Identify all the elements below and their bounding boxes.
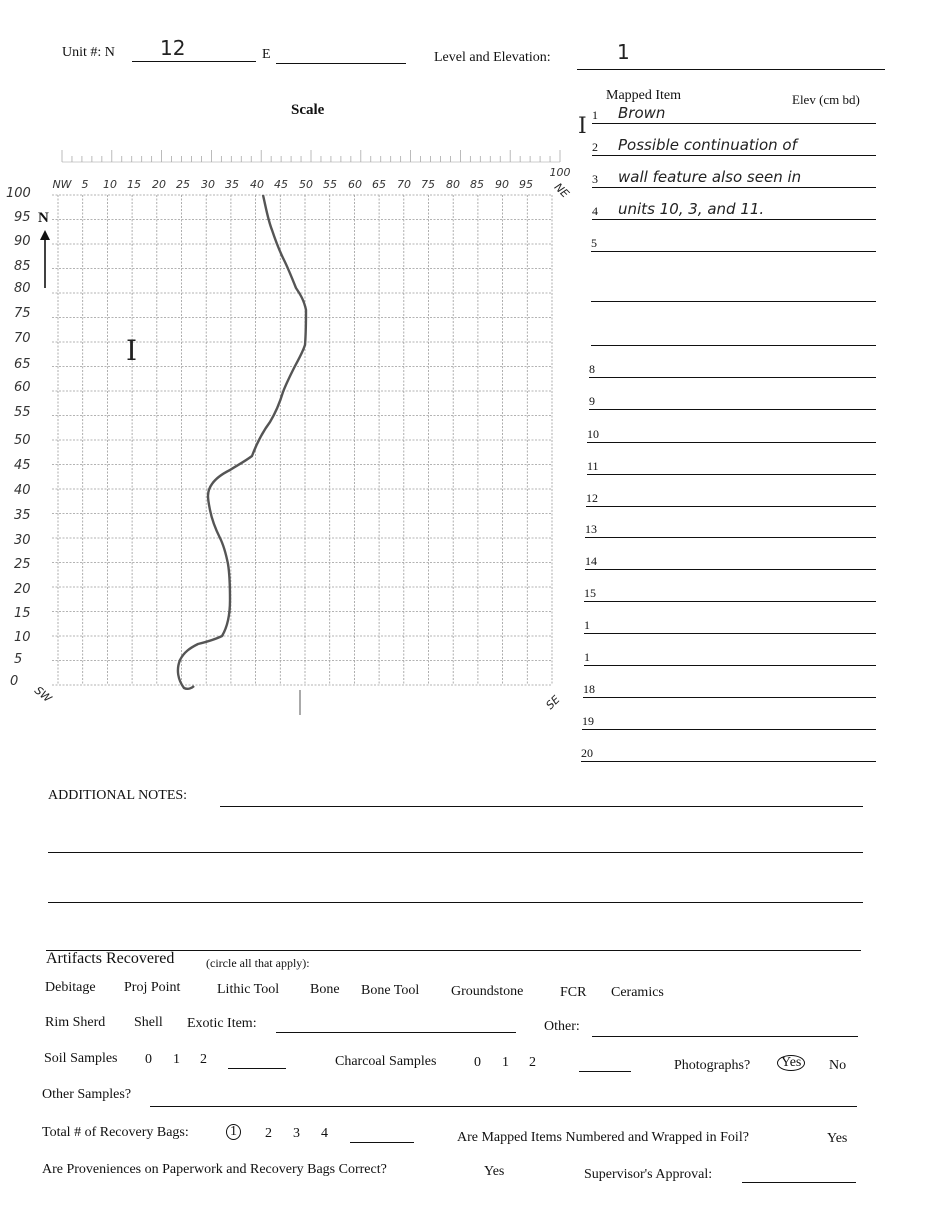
- x-label: 75: [421, 178, 435, 191]
- mapped-feature-mark: I: [578, 114, 587, 139]
- mapped-item-line: [582, 729, 876, 730]
- provenience-question: Are Proveniences on Paperwork and Recovery Bags Correct?: [42, 1162, 387, 1177]
- x-label: 35: [225, 178, 239, 191]
- mapped-item-line: [584, 601, 876, 602]
- mapped-item-number: 12: [586, 491, 598, 505]
- charcoal-opt-2[interactable]: 2: [529, 1055, 536, 1070]
- mapped-item-row[interactable]: [584, 586, 878, 608]
- charcoal-line[interactable]: [579, 1071, 631, 1072]
- supervisor-label: Supervisor's Approval:: [584, 1167, 713, 1182]
- mapped-item-number: 1: [592, 108, 598, 122]
- mapped-item-number: 15: [584, 586, 596, 600]
- mapped-item-row[interactable]: [582, 714, 878, 736]
- bags-label: Total # of Recovery Bags:: [42, 1125, 189, 1140]
- bags-opt-2[interactable]: 2: [265, 1126, 272, 1141]
- notes-line[interactable]: [48, 852, 863, 853]
- y-label: 75: [14, 306, 31, 321]
- notes-line[interactable]: [220, 806, 863, 807]
- mapped-item-line: [589, 409, 876, 410]
- mapped-item-row[interactable]: [591, 330, 878, 352]
- supervisor-line[interactable]: [742, 1182, 856, 1183]
- mapped-item-line: [584, 633, 876, 634]
- y-label: 95: [14, 210, 31, 225]
- mapped-item-line: [586, 506, 876, 507]
- artifacts-subtitle: (circle all that apply):: [206, 956, 310, 970]
- mapped-item-row[interactable]: [591, 286, 878, 308]
- unit-e-label: E: [262, 47, 271, 62]
- x-label: 70: [397, 178, 411, 191]
- artifact-shell[interactable]: Shell: [134, 1015, 163, 1030]
- artifact-rim-sherd[interactable]: Rim Sherd: [45, 1015, 106, 1030]
- mapped-item-row[interactable]: [589, 394, 878, 416]
- y-label: 5: [14, 652, 23, 667]
- mapped-item-row[interactable]: [592, 136, 878, 162]
- y-label: 20: [14, 582, 31, 597]
- exotic-label: Exotic Item:: [187, 1016, 257, 1031]
- mapped-item-number: 3: [592, 172, 598, 186]
- x-label: 95: [519, 178, 533, 191]
- mapped-item-line: [592, 187, 876, 188]
- mapped-item-number: 14: [585, 554, 597, 568]
- other-label: Other:: [544, 1019, 580, 1034]
- mapped-item-row[interactable]: [585, 554, 878, 576]
- mapped-item-line: [592, 219, 876, 220]
- mapped-item-line: [589, 377, 876, 378]
- mapped-item-row[interactable]: [587, 427, 878, 449]
- mapped-item-number: 4: [592, 204, 598, 218]
- artifact-bone-tool[interactable]: Bone Tool: [361, 983, 420, 998]
- mapped-item-row[interactable]: [584, 618, 878, 640]
- x-label: 5: [81, 178, 89, 191]
- y-label: 0: [10, 674, 19, 689]
- mapped-item-number: 19: [582, 714, 594, 728]
- mapped-item-row[interactable]: [585, 522, 878, 544]
- y-label: 60: [14, 380, 31, 395]
- y-label: 30: [14, 533, 31, 548]
- soil-opt-2[interactable]: 2: [200, 1052, 207, 1067]
- x-label: 45: [274, 178, 288, 191]
- level-value: 1: [617, 40, 630, 64]
- photographs-no[interactable]: No: [829, 1058, 847, 1073]
- artifact-bone[interactable]: Bone: [310, 982, 340, 997]
- charcoal-opt-0[interactable]: 0: [474, 1055, 481, 1070]
- y-label: 50: [14, 433, 31, 448]
- north-label: N: [38, 210, 49, 226]
- x-label-nw: NW: [52, 178, 72, 191]
- artifact-debitage[interactable]: Debitage: [45, 980, 96, 995]
- notes-line[interactable]: [48, 902, 863, 903]
- mapped-foil-yes[interactable]: Yes: [827, 1131, 848, 1146]
- feature-label: I: [126, 334, 138, 367]
- corner-sw: SW: [31, 683, 54, 706]
- elev-header: Elev (cm bd): [792, 92, 860, 107]
- mapped-item-row[interactable]: [589, 362, 878, 384]
- scale-label: Scale: [291, 102, 325, 118]
- mapped-item-line: [585, 569, 876, 570]
- corner-se: SE: [543, 692, 563, 713]
- y-label: 40: [14, 483, 31, 498]
- mapped-item-text: Brown: [618, 104, 666, 122]
- mapped-item-line: [587, 474, 876, 475]
- x-label: 20: [152, 178, 166, 191]
- x-label: 30: [201, 178, 215, 191]
- mapped-item-number: 1: [584, 618, 590, 632]
- mapped-item-line: [583, 697, 876, 698]
- level-line[interactable]: [577, 69, 885, 70]
- y-label: 45: [14, 458, 31, 473]
- unit-n-line[interactable]: [132, 61, 256, 62]
- north-arrow-icon: [38, 230, 52, 290]
- mapped-item-row[interactable]: [583, 682, 878, 704]
- bags-opt-3[interactable]: 3: [293, 1126, 300, 1141]
- mapped-foil-question: Are Mapped Items Numbered and Wrapped in Foil?: [457, 1130, 749, 1145]
- x-label: 10: [103, 178, 117, 191]
- mapped-item-line: [592, 123, 876, 124]
- mapped-item-row[interactable]: [581, 746, 878, 768]
- mapped-item-number: 1: [584, 650, 590, 664]
- y-label: 100: [6, 186, 31, 201]
- mapped-item-text: wall feature also seen in: [618, 168, 802, 186]
- level-label: Level and Elevation:: [434, 50, 551, 65]
- mapped-item-line: [591, 251, 876, 252]
- corner-ne: NE: [551, 180, 572, 201]
- y-label: 25: [14, 557, 31, 572]
- y-label: 70: [14, 331, 31, 346]
- y-label: 55: [14, 405, 31, 420]
- mapped-item-row[interactable]: [584, 650, 878, 672]
- other-samples-label: Other Samples?: [42, 1087, 132, 1102]
- mapped-item-line: [581, 761, 876, 762]
- x-label: 65: [372, 178, 386, 191]
- mapped-item-line: [592, 155, 876, 156]
- mapped-item-row[interactable]: [592, 104, 878, 130]
- mapped-item-row[interactable]: [586, 491, 878, 513]
- mapped-item-line: [585, 537, 876, 538]
- artifact-proj-point[interactable]: Proj Point: [124, 980, 181, 995]
- x-label: 55: [323, 178, 337, 191]
- mapped-item-number: 2: [592, 140, 598, 154]
- y-label: 10: [14, 630, 31, 645]
- other-line[interactable]: [592, 1036, 858, 1037]
- mapped-item-row[interactable]: [592, 168, 878, 194]
- mapped-item-text: Possible continuation of: [618, 136, 797, 154]
- x-label: 80: [446, 178, 460, 191]
- x-label: 90: [495, 178, 509, 191]
- artifact-ceramics[interactable]: Ceramics: [611, 985, 664, 1000]
- soil-line[interactable]: [228, 1068, 286, 1069]
- unit-e-line[interactable]: [276, 63, 406, 64]
- x-label: 50: [299, 178, 313, 191]
- x-label: 15: [127, 178, 141, 191]
- x-label: 85: [470, 178, 484, 191]
- mapped-item-header: Mapped Item: [606, 88, 682, 103]
- mapped-item-number: 13: [585, 522, 597, 536]
- x-label: 25: [176, 178, 190, 191]
- artifact-groundstone[interactable]: Groundstone: [451, 984, 524, 999]
- mapped-item-row[interactable]: [592, 200, 878, 226]
- bags-opt-1[interactable]: 1: [226, 1124, 241, 1140]
- y-label: 35: [14, 508, 31, 523]
- other-samples-line[interactable]: [150, 1106, 857, 1107]
- y-label: 85: [14, 259, 31, 274]
- mapped-item-number: 11: [587, 459, 599, 473]
- mapped-item-number: 9: [589, 394, 595, 408]
- mapped-item-number: 8: [589, 362, 595, 376]
- mapped-item-line: [591, 345, 876, 346]
- x-label: 60: [348, 178, 362, 191]
- y-label: 80: [14, 281, 31, 296]
- map-grid: [0, 140, 580, 720]
- artifact-lithic-tool[interactable]: Lithic Tool: [217, 982, 280, 997]
- y-label: 65: [14, 357, 31, 372]
- y-label: 15: [14, 606, 31, 621]
- mapped-item-number: 5: [591, 236, 597, 250]
- provenience-yes[interactable]: Yes: [484, 1164, 505, 1179]
- charcoal-label: Charcoal Samples: [335, 1054, 437, 1069]
- artifact-fcr[interactable]: FCR: [560, 985, 587, 1000]
- photographs-yes[interactable]: Yes: [777, 1055, 805, 1071]
- mapped-item-number: 18: [583, 682, 595, 696]
- bags-opt-4[interactable]: 4: [321, 1126, 328, 1141]
- notes-label: ADDITIONAL NOTES:: [48, 788, 188, 803]
- soil-label: Soil Samples: [44, 1051, 118, 1066]
- unit-n-label: Unit #: N: [62, 45, 115, 60]
- mapped-item-line: [591, 301, 876, 302]
- soil-opt-0[interactable]: 0: [145, 1052, 152, 1067]
- mapped-item-row[interactable]: [587, 459, 878, 481]
- mapped-item-line: [587, 442, 876, 443]
- exotic-line[interactable]: [276, 1032, 516, 1033]
- mapped-item-number: 10: [587, 427, 599, 441]
- mapped-item-text: units 10, 3, and 11.: [618, 200, 765, 218]
- x-label-100: 100: [549, 166, 571, 179]
- bags-line[interactable]: [350, 1142, 414, 1143]
- mapped-item-line: [584, 665, 876, 666]
- mapped-item-number: 20: [581, 746, 593, 760]
- artifacts-title: Artifacts Recovered: [46, 950, 175, 967]
- soil-opt-1[interactable]: 1: [173, 1052, 180, 1067]
- photographs-label: Photographs?: [674, 1058, 751, 1073]
- charcoal-opt-1[interactable]: 1: [502, 1055, 509, 1070]
- y-label: 90: [14, 234, 31, 249]
- mapped-item-row[interactable]: [591, 236, 878, 258]
- x-label: 40: [250, 178, 264, 191]
- unit-n-value: 12: [160, 36, 186, 60]
